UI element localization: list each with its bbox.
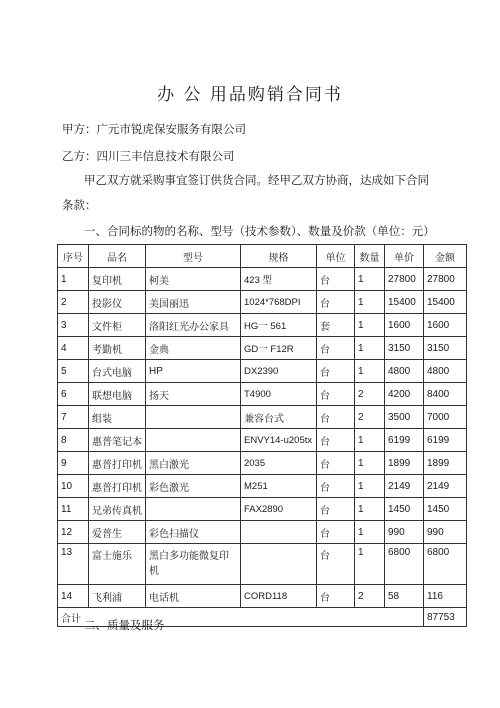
cell-no: 2 — [58, 291, 89, 314]
table-row — [58, 452, 467, 475]
cell-unit: 台 — [317, 360, 355, 383]
cell-spec: 2035 — [241, 452, 317, 475]
cell-price: 6199 — [385, 429, 424, 452]
cell-name: 兄弟传真机 — [89, 498, 146, 521]
cell-qty: 1 — [355, 360, 385, 383]
cell-spec: CORD118 — [241, 585, 317, 608]
cell-no: 4 — [58, 337, 89, 360]
cell-amount: 1899 — [424, 452, 467, 475]
cell-spec: 兼容台式 — [241, 406, 317, 429]
table-row — [58, 291, 467, 314]
header-no: 序号 — [58, 245, 89, 268]
cell-amount: 990 — [424, 521, 467, 544]
header-model: 型号 — [146, 245, 241, 268]
cell-unit: 台 — [317, 475, 355, 498]
cell-price: 990 — [385, 521, 424, 544]
cell-spec: FAX2890 — [241, 498, 317, 521]
cell-unit: 套 — [317, 314, 355, 337]
total-label: 合计 — [58, 608, 424, 627]
cell-name: 爱普生 — [89, 521, 146, 544]
cell-spec: M251 — [241, 475, 317, 498]
cell-qty: 1 — [355, 498, 385, 521]
cell-name: 组装 — [89, 406, 146, 429]
cell-price: 3500 — [385, 406, 424, 429]
cell-model: 电话机 — [146, 585, 241, 608]
cell-name: 惠普打印机 — [89, 475, 146, 498]
cell-name: 复印机 — [89, 268, 146, 291]
cell-spec: T4900 — [241, 383, 317, 406]
cell-amount: 1600 — [424, 314, 467, 337]
table-row — [58, 383, 467, 406]
cell-unit: 台 — [317, 498, 355, 521]
cell-model: 美国丽迅 — [146, 291, 241, 314]
cell-qty: 1 — [355, 475, 385, 498]
cell-qty: 1 — [355, 314, 385, 337]
cell-amount: 6800 — [424, 544, 467, 585]
cell-price: 3150 — [385, 337, 424, 360]
cell-amount: 2149 — [424, 475, 467, 498]
cell-unit: 台 — [317, 544, 355, 585]
cell-spec — [241, 521, 317, 544]
table-header-row — [58, 245, 467, 268]
cell-unit: 台 — [317, 452, 355, 475]
cell-name: 考勤机 — [89, 337, 146, 360]
cell-qty: 1 — [355, 521, 385, 544]
cell-amount: 27800 — [424, 268, 467, 291]
cell-model: 金典 — [146, 337, 241, 360]
cell-name: 惠普笔记本 — [89, 429, 146, 452]
cell-unit: 台 — [317, 429, 355, 452]
total-amount: 87753 — [424, 608, 467, 627]
cell-price: 4800 — [385, 360, 424, 383]
cell-unit: 台 — [317, 291, 355, 314]
cell-unit: 台 — [317, 383, 355, 406]
cell-no: 14 — [58, 585, 89, 608]
cell-name: 联想电脑 — [89, 383, 146, 406]
cell-price: 1899 — [385, 452, 424, 475]
cell-spec: 1024*768DPI — [241, 291, 317, 314]
cell-amount: 116 — [424, 585, 467, 608]
table-row — [58, 268, 467, 291]
party-b-line: 乙方：四川三丰信息技术有限公司 — [62, 149, 235, 163]
cell-model: 黑白多功能微复印机 — [146, 544, 241, 585]
cell-name: 投影仪 — [89, 291, 146, 314]
cell-amount: 3150 — [424, 337, 467, 360]
cell-model: 彩色激光 — [146, 475, 241, 498]
cell-spec: GD一 F12R — [241, 337, 317, 360]
cell-qty: 2 — [355, 383, 385, 406]
table-row — [58, 337, 467, 360]
table-row — [58, 544, 467, 585]
cell-unit: 台 — [317, 337, 355, 360]
cell-qty: 1 — [355, 268, 385, 291]
cell-no: 12 — [58, 521, 89, 544]
cell-model — [146, 429, 241, 452]
header-price: 单价 — [385, 245, 424, 268]
table-row — [58, 429, 467, 452]
cell-qty: 1 — [355, 429, 385, 452]
table-row — [58, 360, 467, 383]
cell-model: 彩色扫描仪 — [146, 521, 241, 544]
intro-paragraph-line2: 条款： — [62, 198, 97, 212]
cell-price: 1600 — [385, 314, 424, 337]
cell-qty: 1 — [355, 544, 385, 585]
cell-price: 4200 — [385, 383, 424, 406]
cell-amount: 4800 — [424, 360, 467, 383]
cell-price: 1450 — [385, 498, 424, 521]
cell-amount: 1450 — [424, 498, 467, 521]
header-name: 品名 — [89, 245, 146, 268]
cell-model: 柯美 — [146, 268, 241, 291]
table-row — [58, 475, 467, 498]
cell-name: 文件柜 — [89, 314, 146, 337]
cell-model: 扬天 — [146, 383, 241, 406]
cell-no: 9 — [58, 452, 89, 475]
cell-qty: 2 — [355, 406, 385, 429]
cell-qty: 1 — [355, 337, 385, 360]
cell-price: 2149 — [385, 475, 424, 498]
cell-no: 5 — [58, 360, 89, 383]
cell-model — [146, 498, 241, 521]
cell-amount: 8400 — [424, 383, 467, 406]
cell-spec — [241, 544, 317, 585]
intro-paragraph-line1: 甲乙双方就采购事宜签订供货合同。经甲乙双方协商，达成如下合同 — [84, 173, 429, 187]
cell-name: 飞利浦 — [89, 585, 146, 608]
cell-name: 富士施乐 — [89, 544, 146, 585]
cell-price: 58 — [385, 585, 424, 608]
items-table — [57, 244, 467, 627]
cell-unit: 台 — [317, 406, 355, 429]
cell-no: 3 — [58, 314, 89, 337]
table-row — [58, 521, 467, 544]
cell-no: 6 — [58, 383, 89, 406]
cell-no: 8 — [58, 429, 89, 452]
cell-model: 黑白激光 — [146, 452, 241, 475]
section2-heading: 二、质量及服务 — [84, 618, 165, 632]
header-unit: 单位 — [317, 245, 355, 268]
cell-price: 15400 — [385, 291, 424, 314]
cell-price: 27800 — [385, 268, 424, 291]
cell-unit: 台 — [317, 521, 355, 544]
table-row — [58, 314, 467, 337]
cell-no: 11 — [58, 498, 89, 521]
cell-spec: 423 型 — [241, 268, 317, 291]
cell-model — [146, 406, 241, 429]
cell-spec: ENVY14-u205tx — [241, 429, 317, 452]
cell-name: 台式电脑 — [89, 360, 146, 383]
cell-no: 13 — [58, 544, 89, 585]
cell-no: 1 — [58, 268, 89, 291]
table-row — [58, 498, 467, 521]
party-a-line: 甲方：广元市锐虎保安服务有限公司 — [62, 122, 246, 136]
header-spec: 规格 — [241, 245, 317, 268]
cell-qty: 1 — [355, 452, 385, 475]
cell-model: HP — [146, 360, 241, 383]
section1-heading: 一、合同标的物的名称、型号（技术参数）、数量及价款（单位：元） — [84, 224, 435, 238]
cell-name: 惠普打印机 — [89, 452, 146, 475]
cell-amount: 7000 — [424, 406, 467, 429]
cell-qty: 1 — [355, 291, 385, 314]
cell-model: 洛阳红光办公家具 — [146, 314, 241, 337]
cell-spec: DX2390 — [241, 360, 317, 383]
cell-amount: 6199 — [424, 429, 467, 452]
table-row — [58, 585, 467, 608]
cell-qty: 2 — [355, 585, 385, 608]
cell-no: 7 — [58, 406, 89, 429]
cell-price: 6800 — [385, 544, 424, 585]
cell-amount: 15400 — [424, 291, 467, 314]
header-amount: 金额 — [424, 245, 467, 268]
cell-spec: HG一 561 — [241, 314, 317, 337]
cell-unit: 台 — [317, 585, 355, 608]
cell-no: 10 — [58, 475, 89, 498]
table-row — [58, 406, 467, 429]
header-qty: 数量 — [355, 245, 385, 268]
cell-unit: 台 — [317, 268, 355, 291]
document-title: 办 公 用品购销合同书 — [157, 85, 343, 105]
